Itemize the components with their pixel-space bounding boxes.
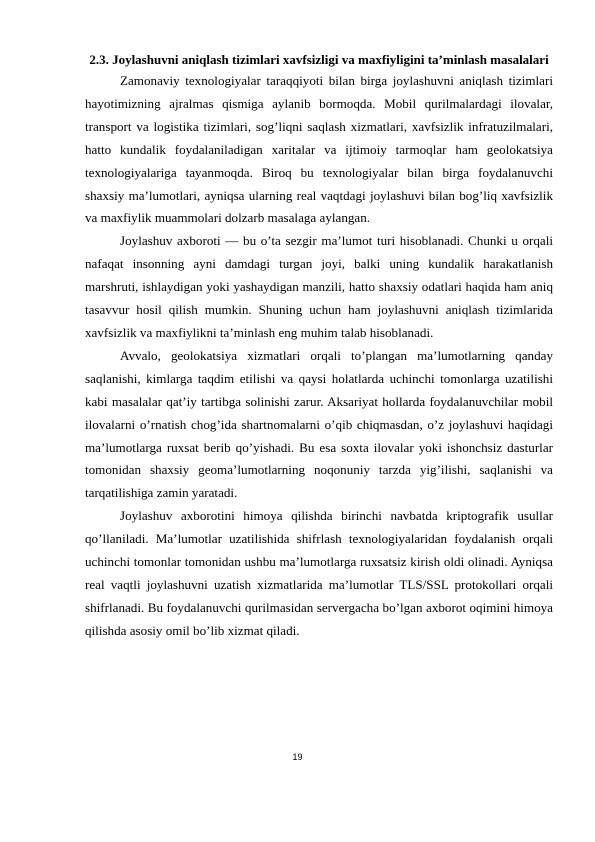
paragraph-3: Avvalo, geolokatsiya xizmatlari orqali to’plangan ma’lumotlarning qanday saqlanishi, kimlarga taqdim etilishi va qaysi holatlarda uchinchi tomonlarga uzatilishi kabi masalalar qat’iy tartibga solinishi zarur. Aksariyat hollarda foydalanuvchilar mobil ilovalarni o’rnatish chog’ida shartnomalarni o’qib chiqmasdan, o’z joylashuvi haqidagi ma’lumotlarga ruxsat berib qo’yishadi. Bu esa soxta ilovalar yoki ishonchsiz dasturlar tomonidan shaxsiy geoma’lumotlarning noqonuniy tarzda yig’ilishi, saqlanishi va tarqatilishiga zamin yaratadi. — [85, 347, 553, 501]
paragraph-4: Joylashuv axborotini himoya qilishda birinchi navbatda kriptografik usullar qo’llaniladi. Ma’lumotlar uzatilishida shifrlash texnologiyalaridan foydalanish orqali uchinchi tomonlar tomonidan ushbu ma’lumotlarga ruxsatsiz kirish oldi olinadi. Ayniqsa real vaqtli joylashuvni uzatish xizmatlarida ma’lumotlar TLS/SSL protokollari orqali shifrlanadi. Bu foydalanuvchi qurilmasidan servergacha bo’lgan axborot oqimini himoya qilishda asosiy omil bo’lib xizmat qiladi. — [85, 508, 553, 638]
paragraph-1: Zamonaviy texnologiyalar taraqqiyoti bilan birga joylashuvni aniqlash tizimlari hayotimizning ajralmas qismiga aylanib bormoqda. Mobil qurilmalardagi ilovalar, transport va logistika tizimlari, sog’liqni saqlash xizmatlari, xavfsizlik infratuzilmalari, hatto kundalik foydalaniladigan xaritalar va ijtimoiy tarmoqlar ham geolokatsiya texnologiyalariga tayanmoqda. Biroq bu texnologiyalar bilan birga foydalanuvchi shaxsiy ma’lumotlari, ayniqsa ularning real vaqtdagi joylashuvi bilan bog’liq xavfsizlik va maxfiylik muammolari dolzarb masalaga aylangan. — [85, 73, 553, 226]
section-heading: 2.3. Joylashuvni aniqlash tizimlari xavfsizligi va maxfiyligini ta’minlash masalalari — [89, 52, 549, 67]
document-page — [85, 52, 553, 643]
paragraph-2: Joylashuv axboroti — bu o’ta sezgir ma’lumot turi hisoblanadi. Chunki u orqali nafaqat insonning ayni damdagi turgan joyi, balki uning kundalik harakatlanish marshruti, ishlaydigan yoki yashaydigan manzili, hatto shaxsiy odatlari haqida ham aniq tasavvur hosil qilish mumkin. Shuning uchun ham joylashuvni aniqlash tizimlarida xavfsizlik va maxfiylikni ta’minlash eng muhim talab hisoblanadi. — [85, 233, 553, 340]
page-number: 19 — [292, 752, 303, 762]
